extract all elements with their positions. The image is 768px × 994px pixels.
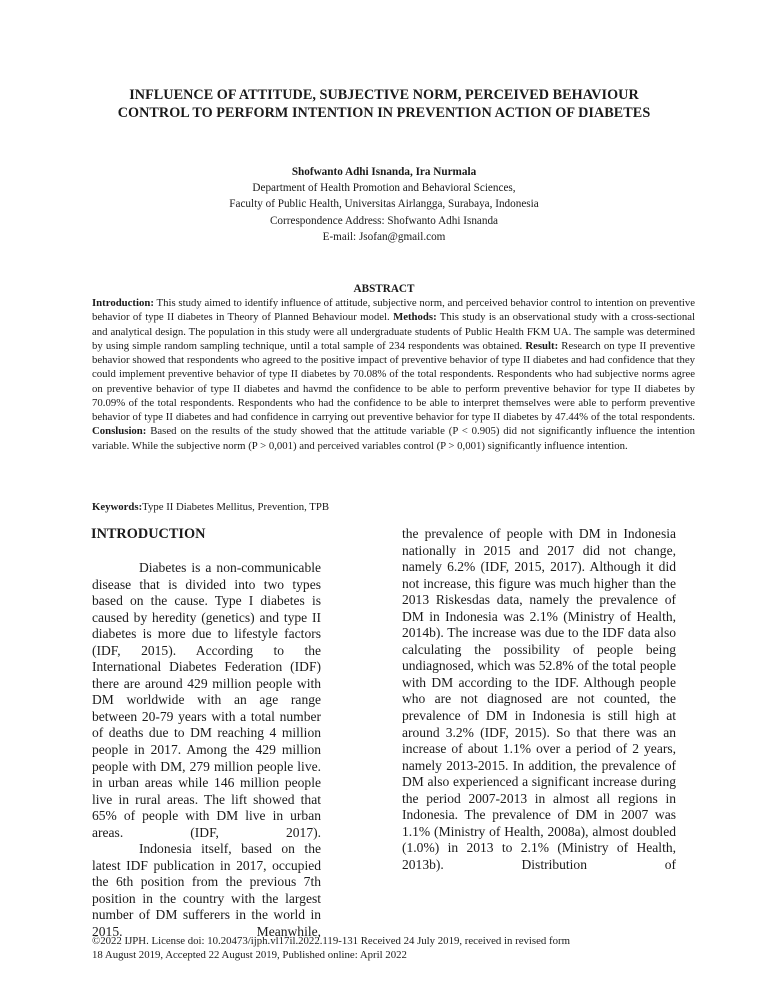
abstract-conclusion-label: Conslusion:	[92, 425, 147, 438]
author-email: E-mail: Jsofan@gmail.com	[322, 230, 446, 243]
abstract-body	[92, 296, 695, 453]
correspondence-address: Correspondence Address: Shofwanto Adhi Isnanda	[269, 214, 499, 227]
license-footer	[92, 935, 692, 963]
abstract-heading: ABSTRACT	[353, 283, 415, 295]
abstract-conclusion-text: Based on the results of the study showed that the attitude variable (P < 0.905) did not significantly influence the intention variable. While the subjective norm (P > 0,001) and perceived variables control (P > 0,001) significantly influence intention.	[92, 425, 695, 452]
abstract-methods-label: Methods:	[393, 311, 437, 324]
footer-line-2: 18 August 2019, Accepted 22 August 2019, Published online: April 2022	[92, 948, 407, 961]
keywords	[92, 500, 695, 514]
keywords-label: Keywords:	[92, 501, 143, 513]
abstract-methods-text: This study is an observational study with a cross-sectional and analytical design. The population in this study were all undergraduate students of Public Health FKM UA. The sample was determined by using simple random sampling technique, until a total sample of 234 respondents was obtained.	[92, 311, 695, 352]
intro-paragraph-1: Diabetes is a non-communicable disease that is divided into two types based on the cause. Type I diabetes is caused by heredity (genetics) and type II diabetes is more due to lifestyle factors (IDF, 2015). According to the International Diabetes Federation (IDF) there are around 429 million people with DM worldwide with an age range between 20-79 years with a total number of deaths due to DM reaching 4 million people in 2017. Among the 429 million people with DM, 279 million people live. in urban areas while 146 million people live in rural areas. The lift showed that 65% of people with DM live in urban areas. (IDF, 2017).	[92, 560, 321, 840]
title-line-2: CONTROL TO PERFORM INTENTION IN PREVENTION ACTION OF DIABETES	[117, 105, 651, 121]
right-column	[402, 526, 676, 873]
affiliation-faculty: Faculty of Public Health, Universitas Airlangga, Surabaya, Indonesia	[229, 198, 539, 211]
abstract-result-text: Research on type II preventive behavior showed that respondents who agreed to the positive impact of preventive behavior of type II diabetes and had confidence that they could implement preventive behavior of type II diabetes by 70.08% of the total respondents. Respondents who had subjective norms agree on preventive behavior of type II diabetes and havmd the confidence to be able to perform preventive behavior for type II diabetes by 70.09% of the total respondents. Respondents who had the confidence to be able to interpret themselves were able to perform preventive behavior of type II diabetes and had confidence in carrying out preventive behavior for type II diabetes by 47.44% of the total respondents.	[92, 339, 695, 423]
intro-paragraph-3: the prevalence of people with DM in Indonesia nationally in 2015 and 2017 did not change, namely 6.2% (IDF, 2015, 2017). Although it did not increase, this figure was much higher than the 2013 Riskesdas data, namely the prevalence of DM in Indonesia was 2.1% (Ministry of Health, 2014b). The increase was due to the IDF data also calculating the possibility of people being undiagnosed, which was 52.8% of the total people with DM according to the IDF. Although people who are not diagnosed are not counted, the prevalence of DM in Indonesia is still high at around 3.2% (IDF, 2015). So that there was an increase of about 1.1% over a period of 2 years, namely 2013-2015. In addition, the prevalence of DM also experienced a significant increase during the period 2007-2013 in almost all regions in Indonesia. The prevalence of DM in 2007 was 1.1% (Ministry of Health, 2008a), almost doubled (1.0%) in 2013 to 2.1% (Ministry of Health, 2013b). Distribution of	[402, 526, 676, 872]
author-names: Shofwanto Adhi Isnanda, Ira Nurmala	[291, 166, 477, 178]
paper-title	[0, 86, 768, 122]
abstract-intro-text: This study aimed to identify influence of attitude, subjective norm, and perceived behavior control to intention on preventive behavior of type II diabetes in Theory of Planned Behaviour model.	[92, 297, 695, 324]
title-line-1: INFLUENCE OF ATTITUDE, SUBJECTIVE NORM, PERCEIVED BEHAVIOUR	[129, 87, 639, 103]
abstract-intro-label: Introduction:	[92, 297, 154, 309]
abstract-result-label: Result:	[525, 339, 559, 352]
intro-paragraph-2: Indonesia itself, based on the latest IDF publication in 2017, occupied the 6th position from the previous 7th position in the country with the largest number of DM sufferers in the world in 2015. Meanwhile,	[92, 841, 321, 940]
footer-line-1: ©2022 IJPH. License doi: 10.20473/ijph.vl17il.2022.119-131 Received 24 July 2019, received in revised form	[92, 935, 570, 947]
keywords-text: Type II Diabetes Mellitus, Prevention, TPB	[142, 501, 330, 513]
author-block	[0, 164, 768, 245]
affiliation-department: Department of Health Promotion and Behavioral Sciences,	[252, 182, 516, 195]
left-column	[92, 560, 321, 941]
introduction-heading: INTRODUCTION	[91, 526, 206, 542]
